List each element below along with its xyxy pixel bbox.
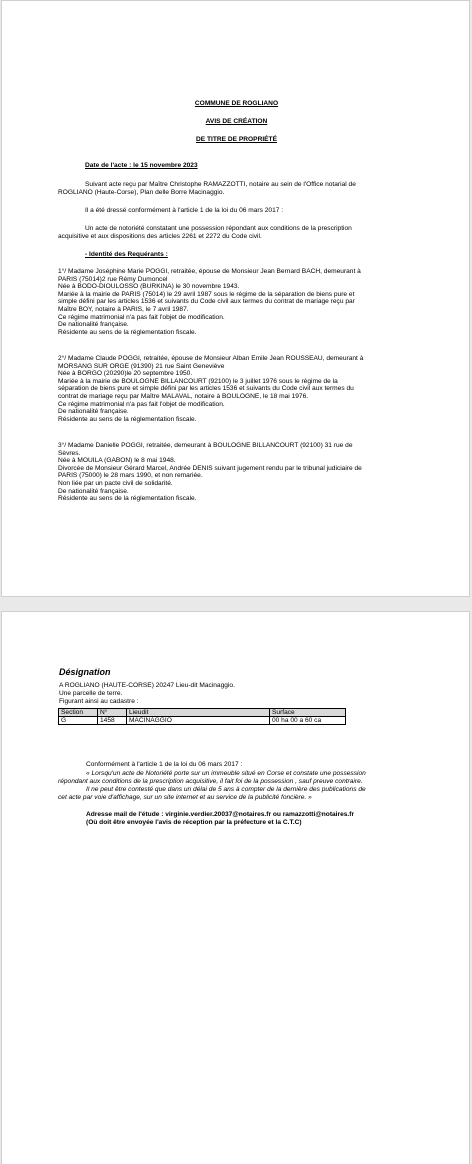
cadastre-intro: Figurant ainsi au cadastre : bbox=[59, 698, 139, 705]
cell-lieudit: MACINAGGIO bbox=[127, 717, 270, 725]
para-notoriete-line1: Un acte de notoriété constatant une possession répondant aux conditions de la prescription bbox=[85, 225, 352, 232]
requerant-1 bbox=[58, 268, 417, 336]
para-notoriete-line2: acquisitive et aux dispositions des articles 2261 et 2272 du Code civil. bbox=[58, 233, 262, 240]
requerant-2-line: 2°/ Madame Claude POGGI, retraitée, épouse de Monsieur Alban Emile Jean ROUSSEAU, demeurant à bbox=[58, 355, 364, 362]
requerant-2-line: Ce régime matrimonial n'a pas fait l'objet de modification. bbox=[58, 400, 225, 408]
cell-numero: 1458 bbox=[98, 717, 127, 725]
requerant-1-line: PARIS (75014)2 rue Rémy Dumoncel bbox=[58, 275, 168, 283]
requerant-3-line: De nationalité française. bbox=[58, 487, 129, 495]
identity-heading: - Identité des Requérants : bbox=[85, 251, 168, 258]
property-parcel: Une parcelle de terre. bbox=[59, 690, 123, 697]
requerant-2-line: contrat de mariage reçu par Maître MALAVAL, notaire à BOULOGNE, le 18 mai 1976. bbox=[58, 392, 309, 400]
requerant-2-line: Mariée à la mairie de BOULOGNE BILLANCOURT (92100) le 3 juillet 1976 sous le régime de la bbox=[58, 377, 338, 385]
heading-avis: AVIS DE CRÉATION bbox=[205, 118, 268, 125]
reception-note: (Où doit être envoyée l'avis de réception par la préfecture et la C.T.C) bbox=[86, 819, 302, 826]
heading-commune: COMMUNE DE ROGLIANO bbox=[194, 100, 279, 107]
requerant-1-line: 1°/ Madame Joséphine Marie POGGI, retraitée, épouse de Monsieur Jean Bernard BACH, demeurant à bbox=[58, 268, 361, 275]
requerant-2-line: séparation de biens pure et simple défini par les articles 1536 et suivants du Code civil aux termes du bbox=[58, 385, 354, 393]
requerant-2 bbox=[58, 355, 417, 423]
requerant-1-line: Maître BOY, notaire à PARIS, le 7 avril 1987. bbox=[58, 305, 189, 313]
requerant-1-line: Mariée à la mairie de PARIS (75014) le 29 avril 1987 sous le régime de la séparation de biens pure et bbox=[58, 290, 355, 298]
requerant-1-line: Résidente au sens de la réglementation fiscale. bbox=[58, 328, 197, 336]
table-row bbox=[59, 717, 346, 725]
column-header-numero: N° bbox=[98, 709, 127, 717]
quote-line-2: répondant aux conditions de la prescription acquisitive, il fait foi de la possession , sauf preuve contraire. bbox=[58, 778, 363, 785]
cadastre-table bbox=[58, 708, 346, 725]
cell-section: G bbox=[59, 717, 98, 725]
column-header-surface: Surface bbox=[270, 709, 346, 717]
requerant-2-line: Résidente au sens de la réglementation fiscale. bbox=[58, 415, 197, 423]
requerant-3-line: Non liée par un pacte civil de solidarité. bbox=[58, 479, 173, 487]
requerant-2-line: MORSANG SUR ORGE (91390) 21 rue Saint Geneviève bbox=[58, 362, 225, 370]
requerant-1-line: simple défini par les articles 1536 et suivants du Code civil aux termes du contrat de mariage reçu par bbox=[58, 298, 355, 306]
requerant-1-line: De nationalité française. bbox=[58, 321, 129, 329]
para-loi: Il a été dressé conformément à l'article 1 de la loi du 06 mars 2017 : bbox=[85, 207, 284, 214]
requerant-1-line: Née à BODO-DIOULOSSO (BURKINA) le 30 novembre 1943. bbox=[58, 283, 240, 291]
cell-surface: 00 ha 00 a 60 ca bbox=[270, 717, 346, 725]
column-header-lieudit: Lieudit bbox=[127, 709, 270, 717]
requerant-3-line: 3°/ Madame Danielle POGGI, retraitée, demeurant à BOULOGNE BILLANCOURT (92100) 31 rue de bbox=[58, 442, 353, 449]
quote-line-1: « Lorsqu'un acte de Notoriété porte sur un immeuble situé en Corse et constate une possession bbox=[86, 770, 366, 777]
document-page-2 bbox=[1, 611, 470, 1164]
requerant-3-line: Résidente au sens de la réglementation fiscale. bbox=[58, 495, 197, 503]
column-header-section: Section bbox=[59, 709, 98, 717]
requerant-3-line: Divorcée de Monsieur Gérard Marcel, Andrée DENIS suivant jugement rendu par le tribunal judiciaire de bbox=[58, 464, 362, 472]
quote-line-3: Il ne peut être contesté que dans un délai de 5 ans à compter de la dernière des publications de bbox=[86, 786, 366, 793]
para-notaire-line1: Suivant acte reçu par Maître Christophe RAMAZZOTTI, notaire au sein de l'Office notarial de bbox=[85, 181, 356, 188]
requerant-1-line: Ce régime matrimonial n'a pas fait l'objet de modification. bbox=[58, 313, 225, 321]
para-notaire-line2: ROGLIANO (Haute-Corse), Plan delle Borre Macinaggio. bbox=[58, 189, 225, 196]
requerant-2-line: Née à BORGO (20290)le 20 septembre 1950. bbox=[58, 370, 193, 378]
requerant-3-line: Sèvres. bbox=[58, 449, 81, 457]
property-location: A ROGLIANO (HAUTE-CORSE) 20247 Lieu-dit Macinaggio. bbox=[59, 682, 235, 689]
requerant-2-line: De nationalité française. bbox=[58, 408, 129, 416]
requerant-3 bbox=[58, 442, 417, 503]
contact-email-line: Adresse mail de l'étude : virginie.verdier.20037@notaires.fr ou ramazzotti@notaires.fr bbox=[86, 811, 355, 818]
heading-titre: DE TITRE DE PROPRIÉTÉ bbox=[196, 136, 277, 143]
act-date: Date de l'acte : le 15 novembre 2023 bbox=[85, 162, 198, 169]
document-page-1 bbox=[1, 0, 470, 597]
quote-line-4: cet acte par voie d'affichage, sur un site internet et au service de la publicité foncière. » bbox=[58, 794, 312, 801]
requerant-3-line: Née à MOUILA (GABON) le 8 mai 1948. bbox=[58, 457, 176, 465]
conformity-line: Conformément à l'article 1 de la loi du 06 mars 2017 : bbox=[86, 761, 243, 768]
table-header-row bbox=[59, 709, 346, 717]
requerant-3-line: PARIS (75000) le 28 mars 1990, et non remariée. bbox=[58, 472, 203, 480]
designation-title: Désignation bbox=[59, 667, 111, 677]
